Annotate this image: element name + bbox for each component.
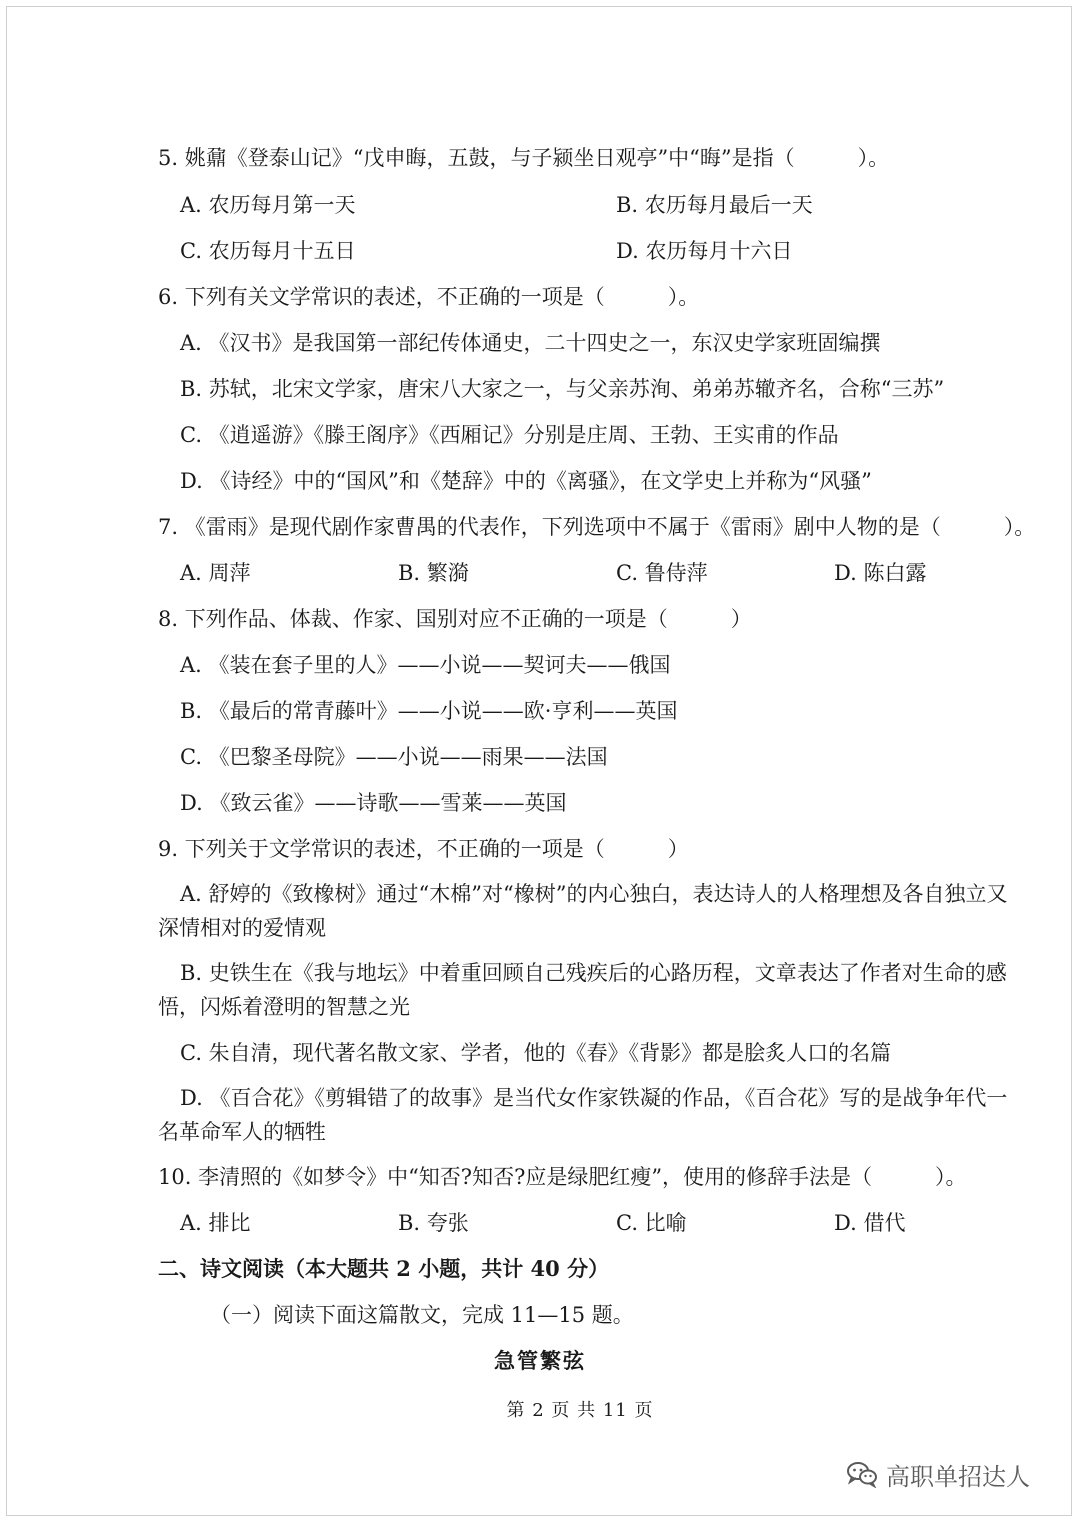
question-9-option-b-text: B. 史铁生在《我与地坛》中着重回顾自己残疾后的心路历程，文章表达了作者对生命的感悟，闪烁着澄明的智慧之光 bbox=[158, 961, 1007, 1019]
question-10-option-d: D. 借代 bbox=[834, 1211, 906, 1235]
section-heading: 二、诗文阅读（本大题共 2 小题，共计 40 分） bbox=[158, 1256, 610, 1281]
question-9-option-d bbox=[158, 1081, 1018, 1149]
question-8-option-a: A. 《装在套子里的人》——小说——契诃夫——俄国 bbox=[180, 653, 671, 677]
question-10-stem: 10. 李清照的《如梦令》中“知否?知否?应是绿肥红瘦”，使用的修辞手法是（ ）。 bbox=[158, 1165, 967, 1189]
question-7-option-b: B. 繁漪 bbox=[398, 561, 469, 585]
question-7-option-c: C. 鲁侍萍 bbox=[616, 561, 708, 585]
question-6-option-c: C. 《逍遥游》《滕王阁序》《西厢记》分别是庄周、王勃、王实甫的作品 bbox=[180, 423, 839, 447]
question-6-option-b: B. 苏轼，北宋文学家，唐宋八大家之一，与父亲苏洵、弟弟苏辙齐名，合称“三苏” bbox=[180, 377, 945, 401]
question-8-option-d: D. 《致云雀》——诗歌——雪莱——英国 bbox=[180, 791, 567, 815]
question-5-stem: 5. 姚鼐《登泰山记》“戊申晦，五鼓，与子颍坐日观亭”中“晦”是指（ ）。 bbox=[158, 146, 890, 170]
question-10-option-a: A. 排比 bbox=[180, 1211, 251, 1235]
question-10-option-b: B. 夸张 bbox=[398, 1211, 469, 1235]
watermark bbox=[846, 1454, 1030, 1494]
question-9-option-a-text: A. 舒婷的《致橡树》通过“木棉”对“橡树”的内心独白，表达诗人的人格理想及各自独立又深情相对的爱情观 bbox=[158, 882, 1008, 940]
question-9-option-d-text: D. 《百合花》《剪辑错了的故事》是当代女作家铁凝的作品，《百合花》写的是战争年代一名革命军人的牺牲 bbox=[158, 1086, 1008, 1144]
question-6-option-d: D. 《诗经》中的“国风”和《楚辞》中的《离骚》，在文学史上并称为“风骚” bbox=[180, 469, 872, 493]
question-8-option-c: C. 《巴黎圣母院》——小说——雨果——法国 bbox=[180, 745, 608, 769]
question-9-stem: 9. 下列关于文学常识的表述，不正确的一项是（ ） bbox=[158, 837, 689, 861]
page-footer: 第 2 页 共 11 页 bbox=[506, 1400, 654, 1421]
wechat-icon bbox=[846, 1460, 878, 1488]
question-10-option-c: C. 比喻 bbox=[616, 1211, 687, 1235]
question-9-option-b bbox=[158, 956, 1018, 1024]
question-5-option-b: B. 农历每月最后一天 bbox=[616, 193, 813, 217]
essay-title: 急管繁弦 bbox=[494, 1348, 586, 1373]
question-8-option-b: B. 《最后的常青藤叶》——小说——欧·亨利——英国 bbox=[180, 699, 678, 723]
question-6-option-a: A. 《汉书》是我国第一部纪传体通史，二十四史之一，东汉史学家班固编撰 bbox=[180, 331, 881, 355]
question-9-option-a bbox=[158, 877, 1018, 945]
question-8-stem: 8. 下列作品、体裁、作家、国别对应不正确的一项是（ ） bbox=[158, 607, 752, 631]
question-7-option-d: D. 陈白露 bbox=[834, 561, 927, 585]
watermark-text: 高职单招达人 bbox=[886, 1462, 1030, 1491]
section-instruction: （一）阅读下面这篇散文，完成 11—15 题。 bbox=[210, 1303, 634, 1327]
question-7-stem: 7. 《雷雨》是现代剧作家曹禺的代表作，下列选项中不属于《雷雨》剧中人物的是（ ）。 bbox=[158, 515, 1036, 539]
question-7-option-a: A. 周萍 bbox=[180, 561, 251, 585]
question-5-option-c: C. 农历每月十五日 bbox=[180, 239, 356, 263]
question-6-stem: 6. 下列有关文学常识的表述，不正确的一项是（ ）。 bbox=[158, 285, 700, 309]
question-5-option-a: A. 农历每月第一天 bbox=[180, 193, 356, 217]
question-9-option-c: C. 朱自清，现代著名散文家、学者，他的《春》《背影》都是脍炙人口的名篇 bbox=[180, 1041, 892, 1065]
question-5-option-d: D. 农历每月十六日 bbox=[616, 239, 793, 263]
